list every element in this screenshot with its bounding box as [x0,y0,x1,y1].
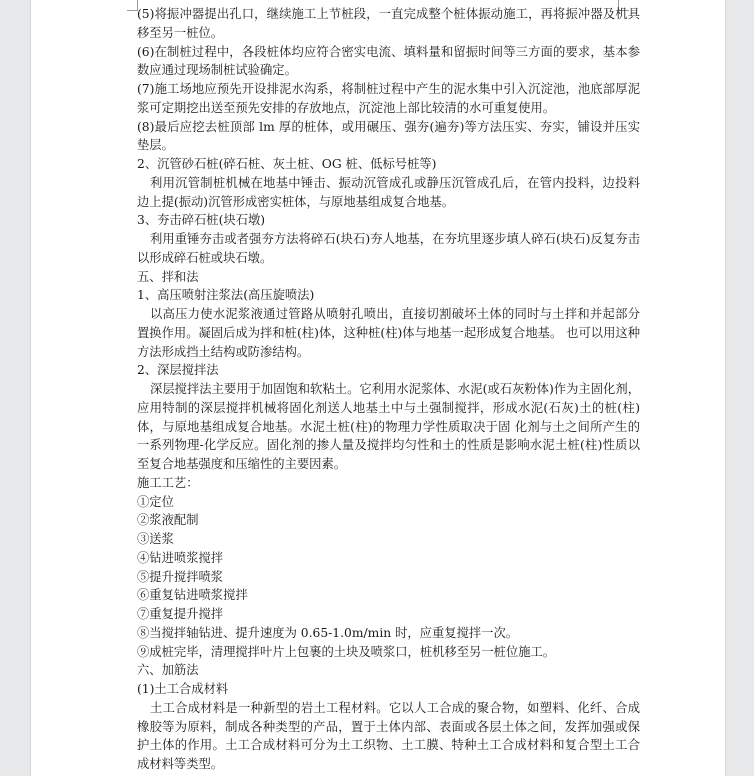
chapter-heading: 五、拌和法 [137,269,199,284]
paragraph: (8)最后应挖去桩顶部 lm 厚的桩体，或用碾压、强夯(遍夯)等方法压实、夯实，铺设并压实垫层。 [137,119,640,153]
paragraph: (7)施工场地应预先开设排泥水沟系，将制桩过程中产生的泥水集中引入沉淀池，池底部厚泥浆可定期挖出送至预先安排的存放地点，沉淀池上部比较清的水可重复使用。 [137,82,640,115]
process-step: ④钻进喷浆搅拌 [137,550,224,565]
process-step: ⑨成桩完毕，清理搅拌叶片上包裹的土块及喷浆口，桩机移至另一桩位施工。 [137,644,556,659]
process-step: ⑥重复钻进喷浆搅拌 [137,588,248,603]
paragraph: 利用重锤夯击或者强夯方法将碎石(块石)夯人地基，在夯坑里逐步填人碎石(块石)反复夯击以形成碎石桩或块石墩。 [137,232,640,265]
paragraph: 利用沉管制桩机械在地基中锤击、振动沉管成孔或静压沉管成孔后，在管内投料，边投料边上提(振动)沉管形成密实桩体，与原地基组成复合地基。 [137,175,640,209]
section-heading: 1、高压喷射注浆法(高压旋喷法) [137,288,315,303]
process-step: ⑤提升搅拌喷浆 [137,569,224,584]
section-heading: 2、深层搅拌法 [137,363,219,378]
chapter-heading: 六、加筋法 [137,663,199,678]
process-step: ⑧当搅拌轴钻进、提升速度为 0.65-1.0m/min 时，应重复搅拌一次。 [137,625,519,640]
process-step: ②浆液配制 [137,513,199,528]
section-heading: (1)土工合成材料 [137,682,229,696]
document-page [30,0,726,776]
paragraph: (6)在制桩过程中，各段桩体均应符合密实电流、填料量和留振时间等三方面的要求，基本参数应通过现场制桩试验确定。 [137,44,640,78]
process-step: ③送浆 [137,532,174,546]
section-heading: 2、沉管砂石桩(碎石桩、灰土桩、OG 桩、低标号桩等) [137,157,437,171]
paragraph: 深层搅拌法主要用于加固饱和软粘土。它利用水泥浆体、水泥(或石灰粉体)作为主固化剂，应用特制的深层搅拌机械将固化剂送人地基土中与土强制搅拌，形成水泥(石灰)土的桩(柱)体，与原地基组成复合地基。水泥土桩(柱)的物理力学性质取决于固 化剂与土之间所产生的一系列物理-化学反应。固化剂的掺人量及搅拌均匀性和土的性质是影响水泥土桩(柱)性质以至复合地基强度和压缩性的主要因素。 [137,382,640,471]
paragraph: (5)将振冲器提出孔口，继续施工上节桩段，一直完成整个桩体振动施工，再将振冲器及机具移至另一桩位。 [137,7,640,40]
section-heading: 3、夯击碎石桩(块石墩) [137,213,266,228]
document-body [137,5,640,774]
process-step: ⑦重复提升搅拌 [137,607,224,621]
process-step: ①定位 [137,494,174,509]
paragraph: 土工合成材料是一种新型的岩土工程材料。它以人工合成的聚合物，如塑料、化纤、合成橡胶等为原料，制成各种类型的产品，置于土体内部、表面或各层土体之间，发挥加强或保护土体的作用。土工合成材料可分为土工织物、土工膜、特种土工合成材料和复合型土工合成材料等类型。 [137,700,640,771]
paragraph: 以高压力使水泥浆液通过管路从喷射孔喷出，直接切割破坏土体的同时与土拌和并起部分置换作用。凝固后成为拌和桩(柱)体，这种桩(柱)体与地基一起形成复合地基。 也可以用这种方法形成挡土结构或防渗结构。 [137,307,640,359]
process-heading: 施工工艺： [137,475,199,490]
